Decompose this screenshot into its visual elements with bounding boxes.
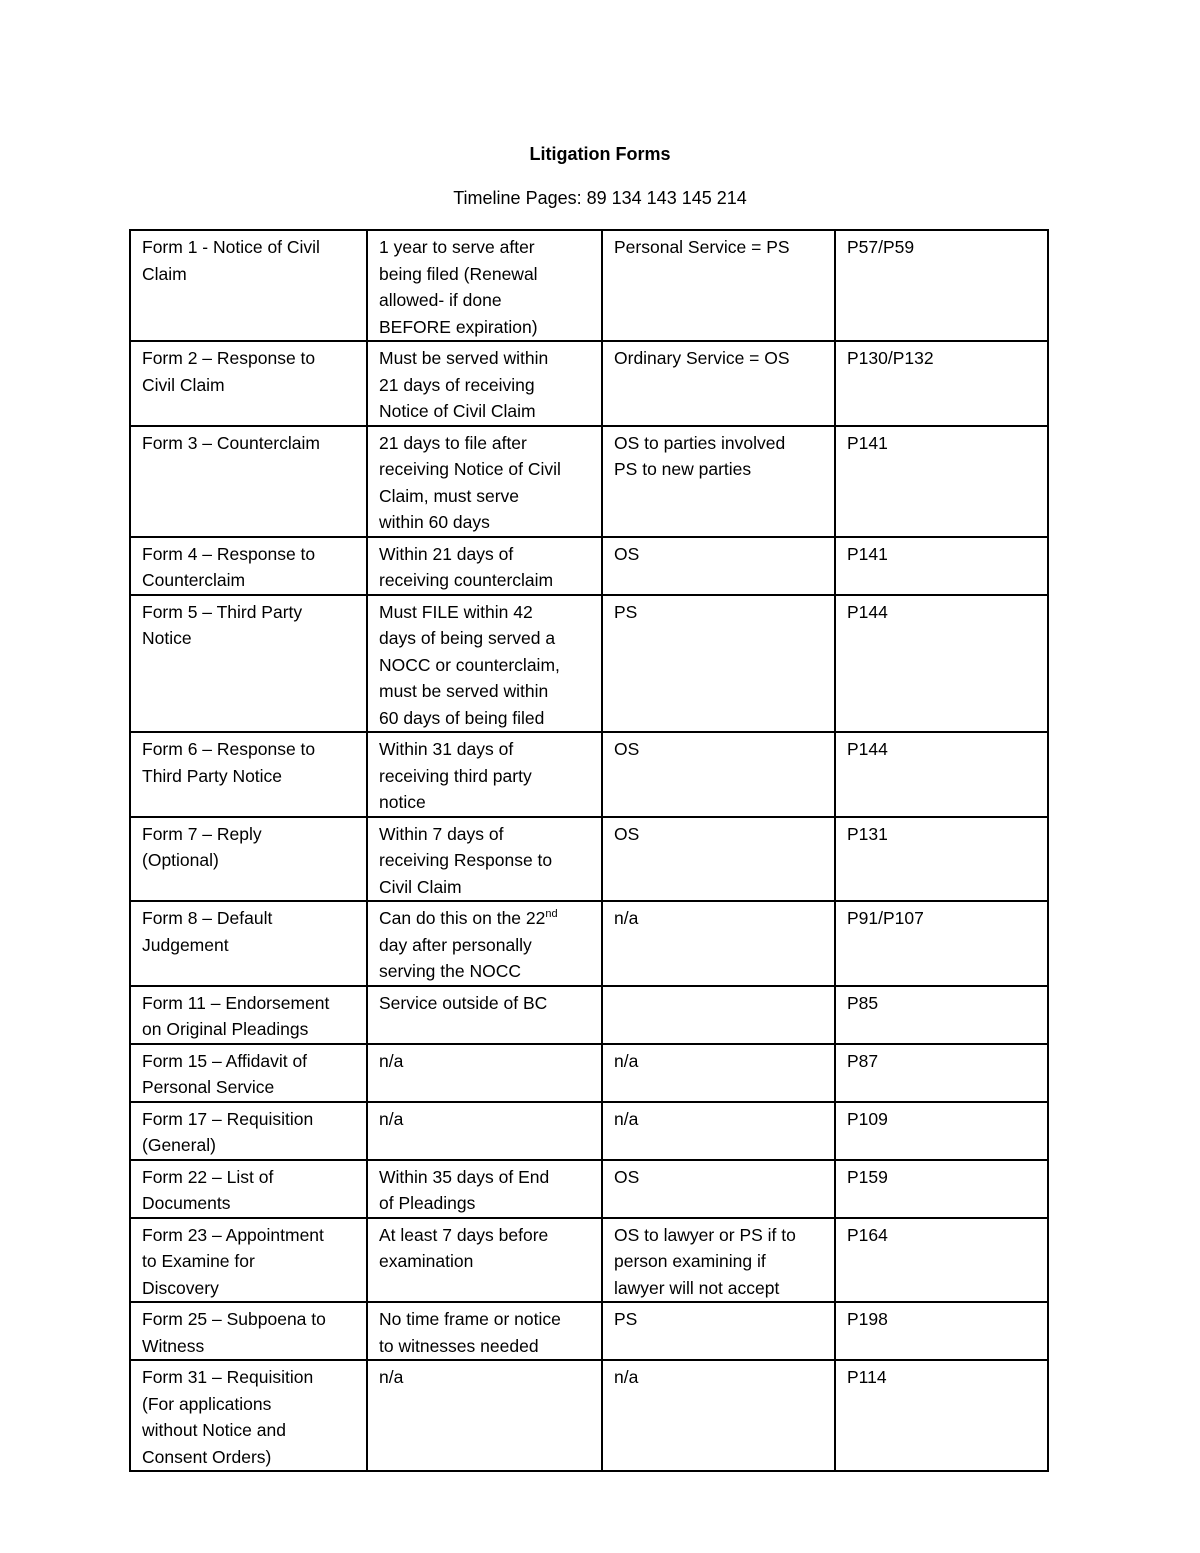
form-name-cell bbox=[130, 817, 367, 902]
page-ref-cell bbox=[835, 230, 1048, 341]
form-name-cell-text: Form 3 – Counterclaim bbox=[142, 432, 320, 453]
service-cell-text: OS bbox=[614, 543, 640, 564]
page-ref-cell-text: P164 bbox=[847, 1224, 888, 1245]
service-cell-text: OS to parties involved PS to new parties bbox=[614, 432, 786, 479]
timeline-cell bbox=[367, 1102, 602, 1160]
form-name-cell-text: Form 25 – Subpoena to Witness bbox=[142, 1309, 326, 1356]
timeline-cell bbox=[367, 1160, 602, 1218]
page-ref-cell bbox=[835, 817, 1048, 902]
table-row bbox=[130, 426, 1048, 537]
page-ref-cell-text: P85 bbox=[847, 992, 879, 1013]
page-ref-cell bbox=[835, 1044, 1048, 1102]
service-cell-text: OS to lawyer or PS if to person examining if lawyer will not accept bbox=[614, 1224, 796, 1298]
timeline-cell bbox=[367, 426, 602, 537]
form-name-cell-text: Form 22 – List of Documents bbox=[142, 1166, 274, 1213]
timeline-cell-text bbox=[379, 905, 591, 985]
page-ref-cell-text: P198 bbox=[847, 1309, 888, 1329]
service-cell-text: OS bbox=[614, 739, 640, 759]
timeline-cell-text: 1 year to serve after being filed (Renewal allowed- if done BEFORE expiration) bbox=[379, 237, 538, 337]
timeline-cell bbox=[367, 1302, 602, 1360]
page-title: Litigation Forms bbox=[529, 144, 671, 164]
form-name-cell-text: Form 17 – Requisition (General) bbox=[142, 1108, 314, 1155]
service-cell bbox=[602, 595, 835, 733]
timeline-cell-text: Must be served within 21 days of receiving Notice of Civil Claim bbox=[379, 348, 549, 421]
timeline-cell bbox=[367, 732, 602, 817]
table-row bbox=[130, 1102, 1048, 1160]
page-ref-cell-text: P87 bbox=[847, 1050, 879, 1071]
service-cell bbox=[602, 1302, 835, 1360]
service-cell-text: Personal Service = PS bbox=[614, 237, 790, 257]
form-name-cell bbox=[130, 1302, 367, 1360]
table-row bbox=[130, 1302, 1048, 1360]
page-ref-cell-text: P141 bbox=[847, 543, 888, 564]
page-ref-cell bbox=[835, 341, 1048, 426]
page-ref-cell-text: P130/P132 bbox=[847, 348, 934, 368]
timeline-cell-text: Within 7 days of receiving Response to Civil Claim bbox=[379, 823, 553, 897]
page-ref-cell-text: P91/P107 bbox=[847, 908, 924, 928]
table-row bbox=[130, 1044, 1048, 1102]
form-name-cell bbox=[130, 595, 367, 733]
service-cell bbox=[602, 986, 835, 1044]
form-name-cell-text: Form 6 – Response to Third Party Notice bbox=[142, 739, 316, 786]
timeline-cell-text: n/a bbox=[379, 1367, 404, 1387]
page-ref-cell-text: P144 bbox=[847, 739, 888, 759]
page-ref-cell bbox=[835, 901, 1048, 986]
page-ref-cell-text: P141 bbox=[847, 432, 888, 453]
page-ref-cell bbox=[835, 986, 1048, 1044]
form-name-cell-text: Form 11 – Endorsement on Original Pleadings bbox=[142, 992, 330, 1039]
table-row bbox=[130, 901, 1048, 986]
table-row bbox=[130, 817, 1048, 902]
service-cell-text: OS bbox=[614, 823, 640, 844]
service-cell bbox=[602, 1360, 835, 1471]
timeline-cell-text: At least 7 days before examination bbox=[379, 1224, 549, 1271]
service-cell-text: n/a bbox=[614, 1050, 639, 1071]
form-name-cell bbox=[130, 1044, 367, 1102]
form-name-cell bbox=[130, 986, 367, 1044]
page-ref-cell bbox=[835, 537, 1048, 595]
service-cell-text: PS bbox=[614, 601, 638, 622]
form-name-cell-text: Form 15 – Affidavit of Personal Service bbox=[142, 1050, 308, 1097]
service-cell bbox=[602, 901, 835, 986]
timeline-cell-text: 21 days to file after receiving Notice of Civil Claim, must serve within 60 days bbox=[379, 432, 561, 532]
timeline-cell bbox=[367, 1360, 602, 1471]
timeline-cell bbox=[367, 901, 602, 986]
form-name-cell bbox=[130, 732, 367, 817]
service-cell bbox=[602, 817, 835, 902]
page-subtitle: Timeline Pages: 89 134 143 145 214 bbox=[453, 188, 747, 208]
form-name-cell-text: Form 8 – Default Judgement bbox=[142, 908, 273, 955]
service-cell-text: PS bbox=[614, 1309, 638, 1329]
form-name-cell bbox=[130, 1102, 367, 1160]
page-ref-cell bbox=[835, 1302, 1048, 1360]
form-name-cell-text: Form 4 – Response to Counterclaim bbox=[142, 543, 316, 590]
timeline-rest: day after personally serving the NOCC bbox=[379, 934, 532, 981]
page-ref-cell bbox=[835, 1360, 1048, 1471]
form-name-cell bbox=[130, 230, 367, 341]
timeline-cell bbox=[367, 595, 602, 733]
service-cell-text: n/a bbox=[614, 1108, 639, 1129]
form-name-cell-text: Form 1 - Notice of Civil Claim bbox=[142, 237, 320, 284]
service-cell-text: n/a bbox=[614, 908, 639, 928]
timeline-cell bbox=[367, 1044, 602, 1102]
timeline-cell-text: No time frame or notice to witnesses needed bbox=[379, 1309, 561, 1356]
table-row bbox=[130, 595, 1048, 733]
table-row bbox=[130, 537, 1048, 595]
table-row bbox=[130, 732, 1048, 817]
table-row bbox=[130, 986, 1048, 1044]
page-ref-cell bbox=[835, 1160, 1048, 1218]
ordinal-suffix: nd bbox=[545, 908, 558, 921]
page-ref-cell bbox=[835, 1102, 1048, 1160]
service-cell-text: Ordinary Service = OS bbox=[614, 348, 790, 368]
form-name-cell bbox=[130, 341, 367, 426]
service-cell bbox=[602, 341, 835, 426]
page-ref-cell bbox=[835, 732, 1048, 817]
service-cell bbox=[602, 1044, 835, 1102]
page-ref-cell-text: P109 bbox=[847, 1108, 888, 1129]
service-cell bbox=[602, 537, 835, 595]
timeline-cell-text: Within 31 days of receiving third party notice bbox=[379, 739, 532, 812]
page-ref-cell-text: P57/P59 bbox=[847, 237, 915, 257]
form-name-cell-text: Form 23 – Appointment to Examine for Discovery bbox=[142, 1224, 324, 1298]
timeline-main: Can do this on the 22 bbox=[379, 908, 546, 928]
timeline-cell bbox=[367, 1218, 602, 1303]
timeline-cell bbox=[367, 341, 602, 426]
page-ref-cell-text: P114 bbox=[847, 1367, 887, 1387]
form-name-cell bbox=[130, 426, 367, 537]
timeline-cell-text: Within 21 days of receiving counterclaim bbox=[379, 543, 554, 590]
timeline-cell-text: n/a bbox=[379, 1108, 404, 1129]
service-cell bbox=[602, 732, 835, 817]
form-name-cell-text: Form 2 – Response to Civil Claim bbox=[142, 348, 316, 395]
litigation-forms-table bbox=[129, 229, 1049, 1472]
page-ref-cell bbox=[835, 1218, 1048, 1303]
table-body bbox=[130, 230, 1048, 1471]
form-name-cell-text: Form 31 – Requisition (For applications without Notice and Consent Orders) bbox=[142, 1367, 314, 1467]
service-cell bbox=[602, 426, 835, 537]
timeline-cell bbox=[367, 537, 602, 595]
service-cell bbox=[602, 230, 835, 341]
form-name-cell bbox=[130, 537, 367, 595]
form-name-cell bbox=[130, 1360, 367, 1471]
timeline-cell bbox=[367, 817, 602, 902]
form-name-cell bbox=[130, 1160, 367, 1218]
service-cell-text: n/a bbox=[614, 1367, 639, 1387]
table-row bbox=[130, 341, 1048, 426]
form-name-cell-text: Form 7 – Reply (Optional) bbox=[142, 823, 262, 870]
table-row bbox=[130, 1360, 1048, 1471]
page-ref-cell-text: P159 bbox=[847, 1166, 888, 1187]
page-ref-cell-text: P144 bbox=[847, 601, 888, 622]
table-row bbox=[130, 1218, 1048, 1303]
timeline-cell-text: n/a bbox=[379, 1050, 404, 1071]
page-ref-cell bbox=[835, 595, 1048, 733]
form-name-cell-text: Form 5 – Third Party Notice bbox=[142, 601, 303, 648]
timeline-cell-text: Must FILE within 42 days of being served a NOCC or counterclaim, must be served within 60 days of being filed bbox=[379, 601, 560, 728]
timeline-cell bbox=[367, 986, 602, 1044]
service-cell-text: OS bbox=[614, 1166, 640, 1187]
timeline-cell-text: Service outside of BC bbox=[379, 992, 548, 1013]
service-cell bbox=[602, 1218, 835, 1303]
table-row bbox=[130, 1160, 1048, 1218]
service-cell bbox=[602, 1102, 835, 1160]
timeline-cell bbox=[367, 230, 602, 341]
form-name-cell bbox=[130, 1218, 367, 1303]
table-row bbox=[130, 230, 1048, 341]
form-name-cell bbox=[130, 901, 367, 986]
page-ref-cell-text: P131 bbox=[847, 823, 888, 844]
timeline-cell-text: Within 35 days of End of Pleadings bbox=[379, 1166, 550, 1213]
page-ref-cell bbox=[835, 426, 1048, 537]
service-cell bbox=[602, 1160, 835, 1218]
